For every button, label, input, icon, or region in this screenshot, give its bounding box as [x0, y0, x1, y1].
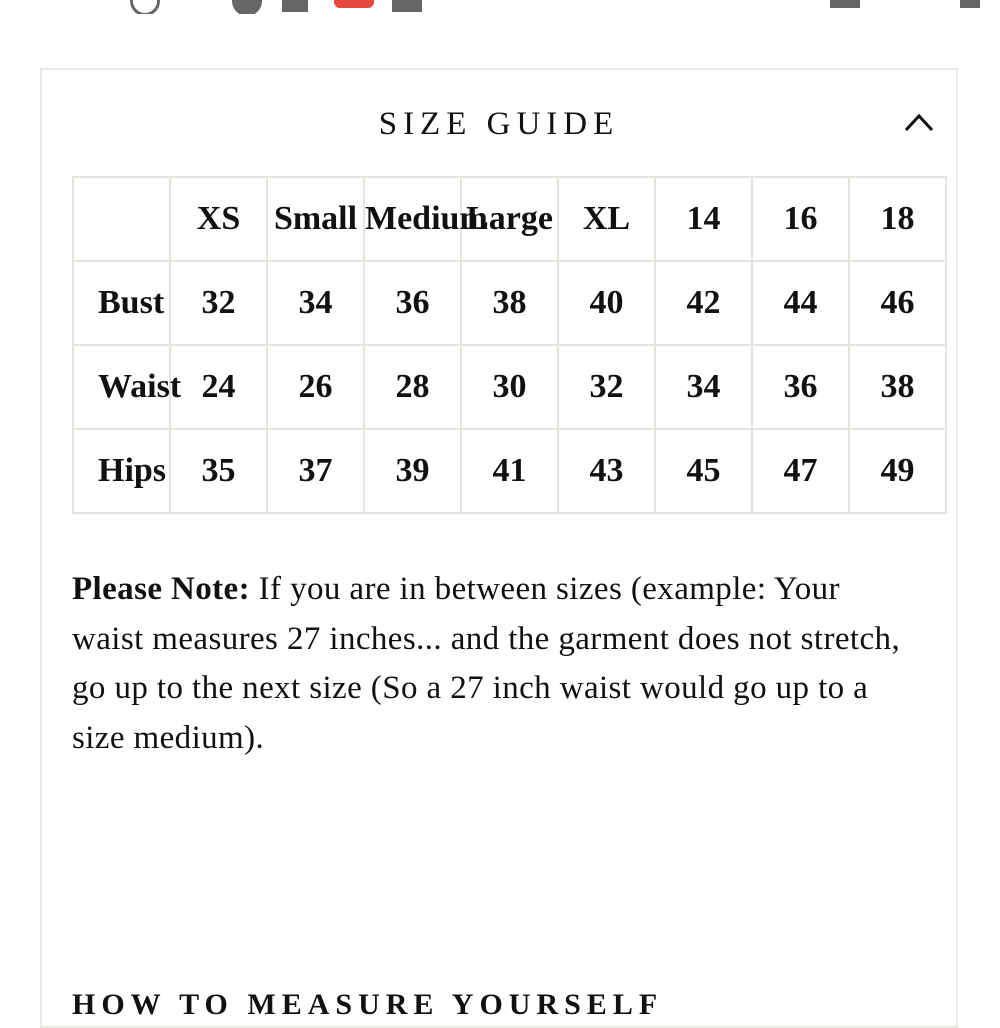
how-to-measure-heading: HOW TO MEASURE YOURSELF: [72, 988, 664, 1021]
table-cell: 42: [655, 261, 752, 345]
note-text: If you are in between sizes (example: Your waist measures 27 inches... and the garment does not stretch, go up to the next size (So a 27 inch waist would go up to a size medium).: [72, 571, 901, 756]
column-header: [73, 177, 170, 261]
size-note: [72, 565, 912, 763]
row-label: Hips: [73, 429, 170, 513]
notification-icon: [334, 0, 374, 8]
table-cell: 32: [170, 261, 267, 345]
table-row: [73, 429, 946, 513]
note-label: Please Note:: [72, 571, 250, 607]
size-table: [72, 176, 947, 514]
column-header: 18: [849, 177, 946, 261]
table-cell: 39: [364, 429, 461, 513]
chevron-up-icon[interactable]: [904, 110, 934, 134]
status-icon: [232, 0, 262, 14]
table-cell: 34: [267, 261, 364, 345]
column-header: 14: [655, 177, 752, 261]
table-cell: 26: [267, 345, 364, 429]
column-header: Medium: [364, 177, 461, 261]
column-header: XS: [170, 177, 267, 261]
row-label: Waist: [73, 345, 170, 429]
table-cell: 49: [849, 429, 946, 513]
table-cell: 35: [170, 429, 267, 513]
size-guide-panel: [40, 68, 958, 1028]
status-icon: [392, 0, 422, 12]
status-bar: [0, 0, 1000, 14]
status-icon: [130, 0, 160, 14]
table-cell: 36: [752, 345, 849, 429]
table-cell: 38: [461, 261, 558, 345]
column-header: XL: [558, 177, 655, 261]
table-cell: 36: [364, 261, 461, 345]
signal-icon: [830, 0, 860, 8]
table-cell: 46: [849, 261, 946, 345]
battery-icon: [960, 0, 980, 8]
column-header: 16: [752, 177, 849, 261]
status-icon: [282, 0, 308, 12]
table-cell: 28: [364, 345, 461, 429]
table-cell: 45: [655, 429, 752, 513]
table-cell: 37: [267, 429, 364, 513]
table-cell: 43: [558, 429, 655, 513]
table-row: [73, 345, 946, 429]
table-header-row: [73, 177, 946, 261]
table-row: [73, 261, 946, 345]
table-cell: 30: [461, 345, 558, 429]
column-header: Large: [461, 177, 558, 261]
table-cell: 34: [655, 345, 752, 429]
table-cell: 40: [558, 261, 655, 345]
table-cell: 47: [752, 429, 849, 513]
size-guide-title: SIZE GUIDE: [378, 106, 620, 142]
table-cell: 32: [558, 345, 655, 429]
column-header: Small: [267, 177, 364, 261]
table-cell: 24: [170, 345, 267, 429]
table-cell: 41: [461, 429, 558, 513]
table-cell: 44: [752, 261, 849, 345]
row-label: Bust: [73, 261, 170, 345]
table-cell: 38: [849, 345, 946, 429]
